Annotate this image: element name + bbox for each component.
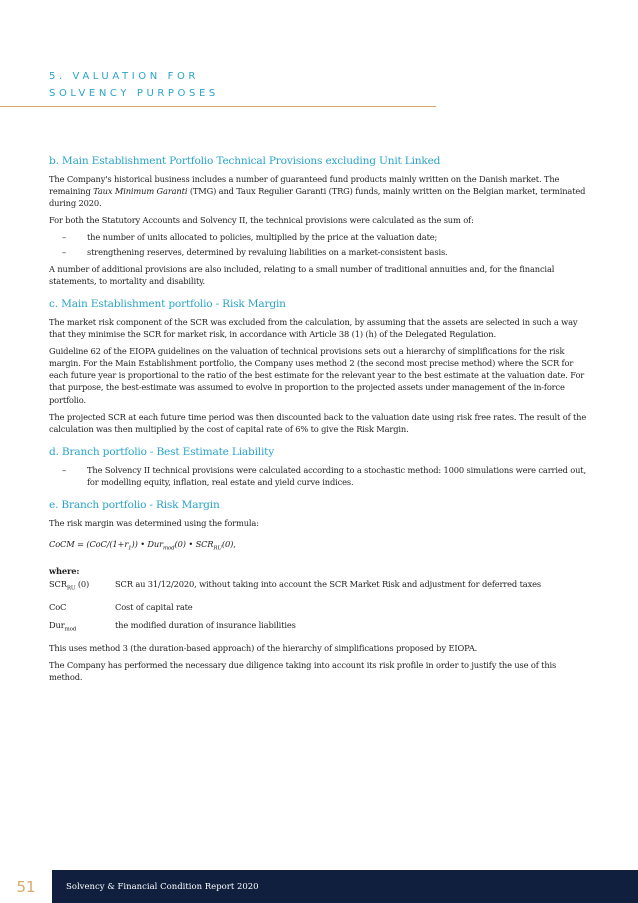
- section-e-paragraph-2: This uses method 3 (the duration-based approach) of the hierarchy of simplifications proposed by EIOPA.: [49, 642, 478, 653]
- term-text: CoC: [49, 601, 67, 612]
- definition-description: SCR au 31/12/2020, without taking into account the SCR Market Risk and adjustment for deferred taxes: [115, 579, 541, 590]
- list-item: – The Solvency II technical provisions were calculated according to a stochastic method: 1000 simulations were carried out, for modelling equity, inflation, real estate and yield curve indices.: [49, 464, 589, 488]
- section-b-p1-text-a: The Company's historical business includes a number of guaranteed fund products mainly written on the Danish market. The remaining: [49, 174, 560, 197]
- section-c-paragraph-3: The projected SCR at each future time period was then discounted back to the valuation date using risk free rates. The result of the calculation was then multiplied by the cost of capital rate of 6% to give the Risk Margin.: [49, 411, 587, 434]
- term-text: SCR: [49, 579, 67, 590]
- section-d: [49, 446, 589, 488]
- list-item: – strengthening reserves, determined by revaluing liabilities on a market-consistent basis.: [49, 246, 589, 258]
- header-divider: [0, 106, 436, 107]
- report-title: Solvency & Financial Condition Report 2020: [66, 881, 259, 892]
- definition-description: the modified duration of insurance liabilities: [115, 619, 296, 630]
- formula-part: )) • Dur: [131, 539, 163, 550]
- section-d-bullet-list: [49, 464, 589, 488]
- term-tail: (0): [75, 579, 90, 590]
- formula-part: CoCM = (CoC/(1+r: [49, 539, 129, 550]
- section-header-line-2: SOLVENCY PURPOSES: [49, 88, 219, 99]
- section-c: [49, 298, 589, 435]
- definition-row: [49, 619, 589, 636]
- definition-term: [49, 619, 115, 636]
- section-header-line-1: 5. VALUATION FOR: [49, 71, 199, 82]
- section-b-paragraph-2: For both the Statutory Accounts and Solvency II, the technical provisions were calculated as the sum of:: [49, 215, 474, 226]
- definition-description: Cost of capital rate: [115, 601, 193, 612]
- term-subscript: mod: [64, 626, 77, 633]
- page-content: [49, 155, 589, 688]
- list-item: – the number of units allocated to policies, multiplied by the price at the valuation date;: [49, 231, 589, 243]
- definition-row: [49, 601, 589, 613]
- section-c-paragraph-2: Guideline 62 of the EIOPA guidelines on the valuation of technical provisions sets out a hierarchy of simplifications for the risk margin. For the Main Establishment portfolio, the Company uses method 2 (the second most precise method) where the SCR for each future year is proportional to the ratio of the best estimate for the relevant year to the best estimate at the valuation date. For that purpose, the best-estimate was assumed to evolve in proportion to the projected assets under management of the in-force portfolio.: [49, 346, 585, 405]
- section-header: [49, 68, 219, 102]
- definition-term: [49, 601, 115, 613]
- formula-subscript: RU: [213, 545, 222, 552]
- definition-row: [49, 578, 589, 595]
- section-b-p1-tmg: Taux Minimum Garanti: [93, 186, 188, 197]
- section-b-title: b. Main Establishment Portfolio Technical Provisions excluding Unit Linked: [49, 155, 441, 167]
- section-e: [49, 499, 589, 683]
- section-b-p1-text-b: (TMG) and Taux Regulier Garanti (TRG) funds, mainly written on the Belgian market, terminated during 2020.: [49, 186, 586, 209]
- formula-part: (0) • SCR: [174, 539, 214, 550]
- term-subscript: RU: [66, 585, 76, 592]
- formula-subscript: mod: [162, 545, 175, 552]
- formula-part: (0),: [221, 539, 236, 550]
- section-e-title: e. Branch portfolio - Risk Margin: [49, 499, 220, 512]
- page-number: 51: [0, 870, 52, 903]
- section-c-paragraph-1: The market risk component of the SCR was excluded from the calculation, by assuming that the assets are selected in such a way that they minimise the SCR for market risk, in accordance with Article 38 (1) (h) of the Delegated Regulation.: [49, 316, 578, 340]
- section-e-paragraph-1: The risk margin was determined using the formula:: [49, 518, 259, 529]
- section-b-bullet-list: [49, 231, 589, 257]
- formula-subscript: 1: [128, 545, 132, 552]
- risk-margin-formula: [49, 538, 589, 555]
- section-e-paragraph-3: The Company has performed the necessary due diligence taking into account its risk profile in order to justify the use of this method.: [49, 659, 557, 682]
- definition-term: [49, 578, 115, 595]
- footer-bar: [52, 870, 638, 903]
- page-footer: [0, 870, 638, 903]
- section-b-paragraph-3: A number of additional provisions are also included, relating to a small number of traditional annuities and, for the financial statements, to mortality and disability.: [49, 263, 555, 286]
- section-d-title: d. Branch portfolio - Best Estimate Liability: [49, 445, 274, 458]
- section-b: [49, 155, 589, 287]
- section-c-title: c. Main Establishment portfolio - Risk Margin: [49, 297, 286, 310]
- where-label: where:: [49, 566, 80, 576]
- term-text: Dur: [49, 619, 65, 630]
- section-b-paragraph-1: [49, 173, 589, 209]
